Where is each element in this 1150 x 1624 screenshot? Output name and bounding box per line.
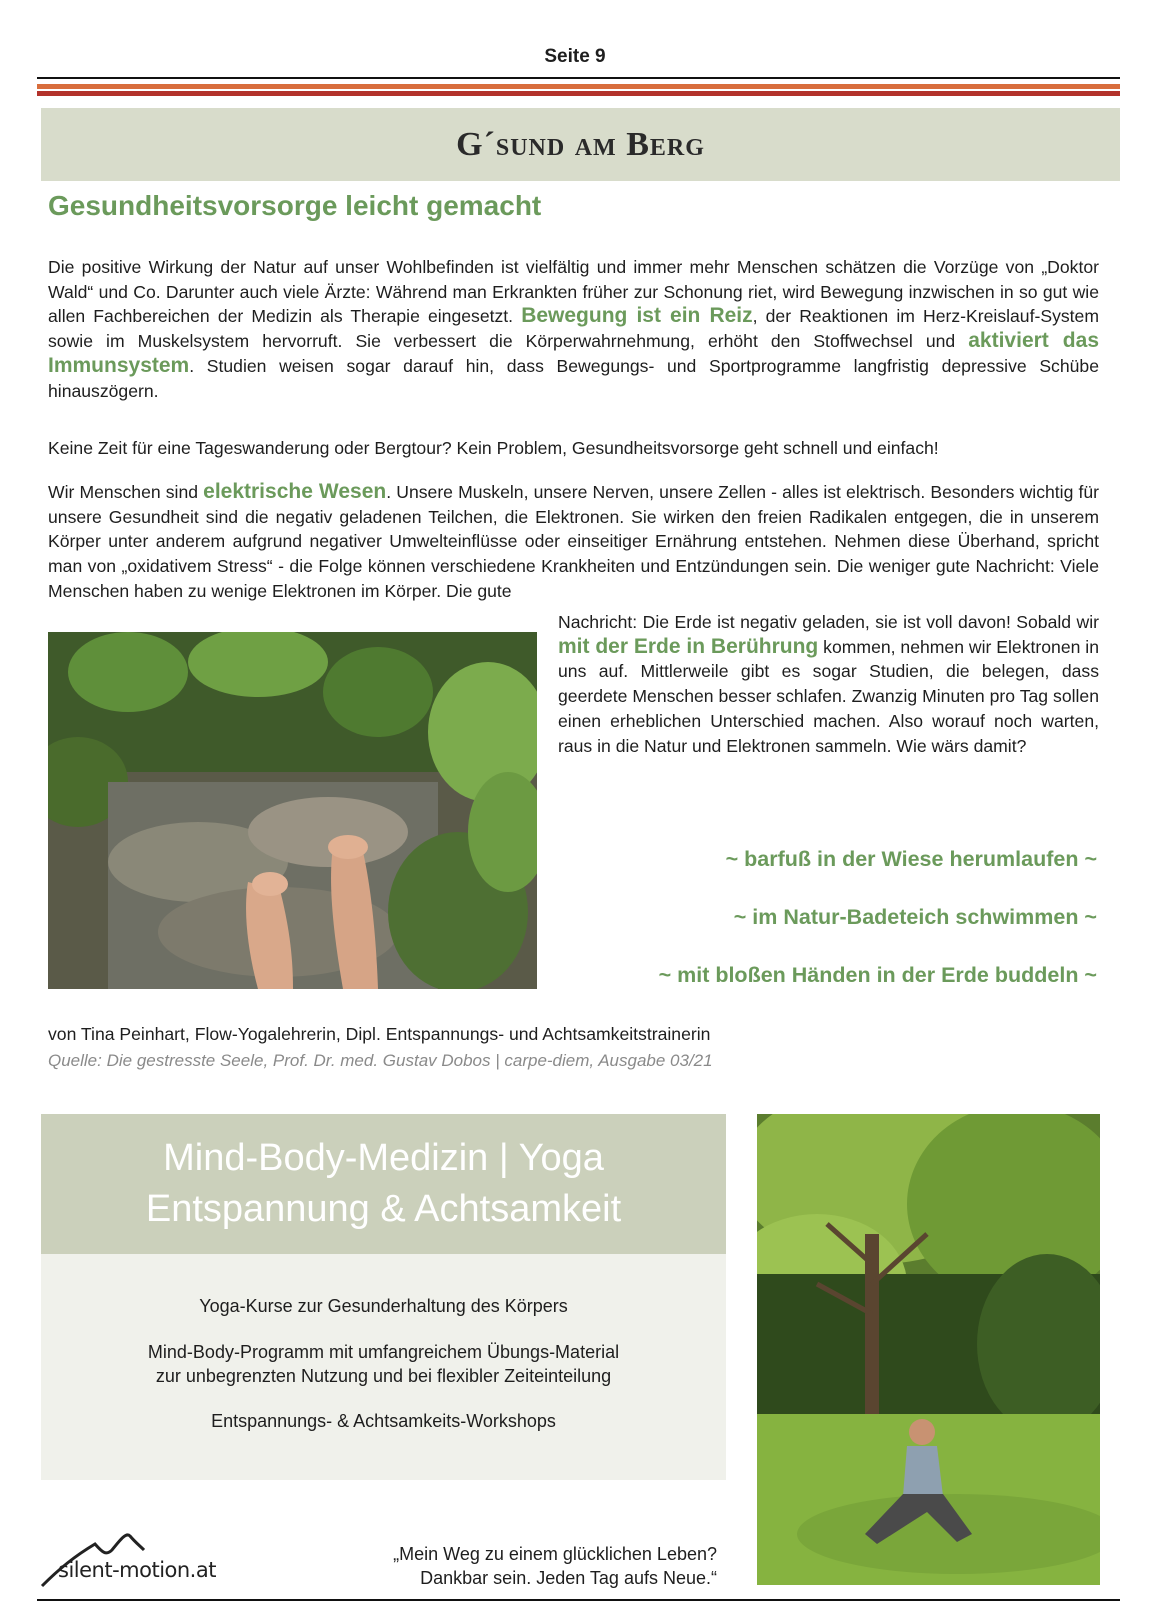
header-rule bbox=[37, 77, 1120, 79]
p3-text-b: . Unsere Muskeln, unsere Nerven, unsere Zellen - alles ist elektrisch. Besonders wichtig für unsere Gesundheit sind die negativ geladenen Teilchen, die Elektronen. Sie wirken den freien Radikalen entgegen, die in unserem Körper unter anderem aufgrund negativer Umwelteinflüsse oder einseitiger Ernährung entstehen. Nehmen diese Überhand, spricht man von „oxidativem Stress“ - die Folge können verschiedene Krankheiten und Entzündungen sein. Die weniger gute Nachricht: Viele Menschen haben zu wenige Elektronen im Körper. Die gute bbox=[48, 482, 1099, 601]
article-paragraph-1 bbox=[48, 255, 1099, 403]
promo-item-1: Yoga-Kurse zur Gesunderhaltung des Körpers bbox=[199, 1296, 568, 1316]
p4-text-b: kommen, nehmen wir Elektronen in uns auf. Mittlerweile gibt es sogar Studien, die belegen, dass geerdete Menschen besser schlafen. Zwanzig Minuten pro Tag sollen einen erheblichen Unterschied machen. Also worauf noch warten, raus in die Natur und Elektronen sammeln. Wie wärs damit? bbox=[558, 636, 1099, 756]
page-number: Seite 9 bbox=[544, 46, 606, 67]
promo-header bbox=[41, 1114, 726, 1254]
quote bbox=[393, 1543, 717, 1590]
p1-text-a: Die positive Wirkung der Natur auf unser Wohlbefinden ist vielfältig und immer mehr Menschen schätzen die Vorzüge von „Doktor Wald“ und Co. Darunter auch viele Ärzte: Während man Erkrankten früher zur Schonung riet, wird Bewegung inzwischen in so gut wie allen Fachbereichen der Medizin als Therapie eingesetzt. bbox=[48, 257, 1099, 327]
promo-title-line-2: Entspannung & Achtsamkeit bbox=[145, 1188, 622, 1230]
article-headline: Gesundheitsvorsorge leicht gemacht bbox=[48, 190, 542, 221]
quote-line-2: Dankbar sein. Jeden Tag aufs Neue.“ bbox=[420, 1567, 717, 1588]
p3-highlight: elektrische Wesen bbox=[203, 480, 387, 503]
p1-highlight-1: Bewegung ist ein Reiz bbox=[521, 304, 753, 328]
article-paragraph-4 bbox=[558, 610, 1099, 758]
tip-3: ~ mit bloßen Händen in der Erde buddeln ~ bbox=[658, 963, 1097, 987]
header-stripe-red bbox=[37, 91, 1120, 96]
promo-item-2-line-1: Mind-Body-Programm mit umfangreichem Übungs-Material bbox=[147, 1342, 620, 1362]
author-line: von Tina Peinhart, Flow-Yogalehrerin, Dipl. Entspannungs- und Achtsamkeitstrainerin bbox=[48, 1024, 711, 1044]
promo-item-3: Entspannungs- & Achtsamkeits-Workshops bbox=[211, 1411, 556, 1431]
p4-text-a: Nachricht: Die Erde ist negativ geladen, sie ist voll davon! Sobald wir bbox=[558, 612, 1099, 632]
article-paragraph-3 bbox=[48, 480, 1099, 604]
source-line: Quelle: Die gestresste Seele, Prof. Dr. med. Gustav Dobos | carpe-diem, Ausgabe 03/21 bbox=[48, 1051, 713, 1070]
promo-title-line-1: Mind-Body-Medizin | Yoga bbox=[163, 1137, 604, 1179]
p1-text-c: . Studien weisen sogar darauf hin, dass Bewegungs- und Sportprogramme langfristig depressive Schübe hinauszögern. bbox=[48, 355, 1099, 401]
p1-text-b: , der Reaktionen im Herz-Kreislauf-System sowie im Muskelsystem hervorruft. Sie verbessert die Körperwahrnehmung, erhöht den Stoffwechsel und bbox=[48, 306, 1099, 352]
quote-line-1: „Mein Weg zu einem glücklichen Leben? bbox=[393, 1544, 717, 1564]
p4-highlight: mit der Erde in Berührung bbox=[558, 634, 819, 658]
section-title: G´sund am Berg bbox=[456, 125, 705, 163]
tip-1: ~ barfuß in der Wiese herumlaufen ~ bbox=[725, 847, 1097, 871]
p3-text-a: Wir Menschen sind bbox=[48, 482, 204, 502]
footer-rule bbox=[37, 1599, 1120, 1601]
tip-2: ~ im Natur-Badeteich schwimmen ~ bbox=[733, 905, 1097, 929]
promo-body bbox=[41, 1254, 726, 1480]
promo-item-2-line-2: zur unbegrenzten Nutzung und bei flexibler Zeiteinteilung bbox=[155, 1365, 612, 1386]
logo-wordmark: silent-motion.at bbox=[58, 1558, 216, 1582]
barefoot-stream-photo bbox=[48, 632, 537, 989]
article-paragraph-2: Keine Zeit für eine Tageswanderung oder Bergtour? Kein Problem, Gesundheitsvorsorge geht schnell und einfach! bbox=[48, 438, 939, 458]
section-banner bbox=[41, 108, 1120, 181]
yoga-garden-photo bbox=[757, 1114, 1100, 1585]
promo-item-2 bbox=[41, 1341, 726, 1388]
p1-highlight-2: aktiviert das Immunsystem bbox=[48, 329, 1099, 377]
header-stripe-orange bbox=[37, 84, 1120, 89]
